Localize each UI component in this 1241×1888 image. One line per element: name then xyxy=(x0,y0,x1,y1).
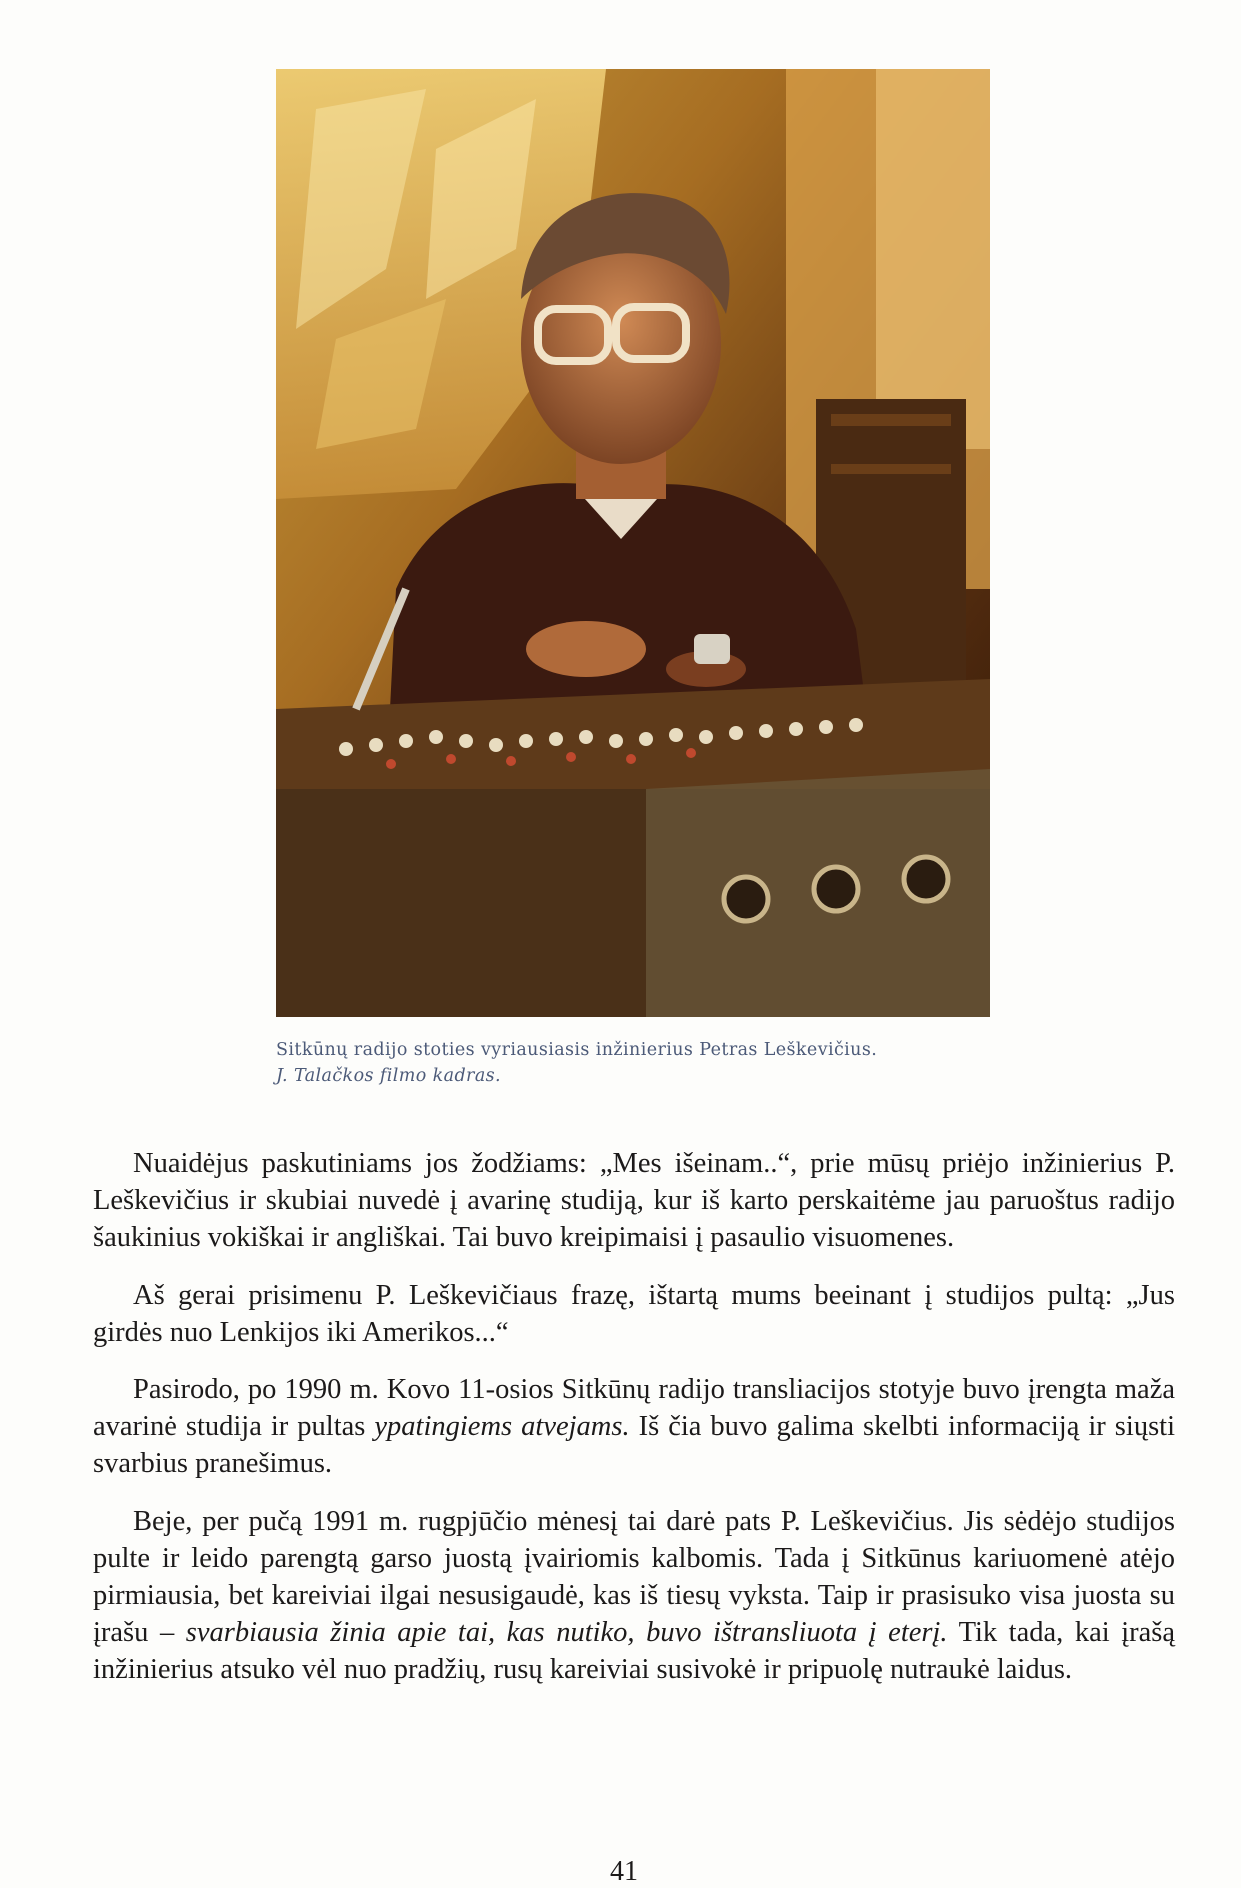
paragraph xyxy=(93,1503,1175,1689)
page-number: 41 xyxy=(610,1856,638,1887)
caption-line: Sitkūnų radijo stoties vyriausiasis inžinierius Petras Leškevičius. xyxy=(276,1040,878,1060)
paragraph-emphasis: svarbiausia žinia apie tai, kas nutiko, buvo ištransliuota į eterį. xyxy=(185,1617,948,1649)
paragraph xyxy=(93,1277,1175,1351)
engineer-at-console-photo xyxy=(276,69,990,1017)
paragraph-text: Pasirodo, po 1990 m. Kovo 11-osios Sitkūnų radijo transliacijos stotyje buvo įrengta maža avarinė studija ir pultas xyxy=(93,1374,1175,1443)
paragraph-text: Iš čia buvo galima skelbti informaciją ir siųsti svarbius pranešimus. xyxy=(93,1411,1175,1480)
paragraph xyxy=(93,1371,1175,1483)
paragraph-text: Nuaidėjus paskutiniams jos žodžiams: „Mes išeinam..“, prie mūsų priėjo inžinierius P. Leškevičius ir skubiai nuvedė į avarinę studiją, kur iš karto perskaitėme jau paruoštus radijo šaukinius vokiškai ir angliškai. Tai buvo kreipimaisi į pasaulio visuomenes. xyxy=(93,1148,1175,1254)
paragraph-text: Beje, per pučą 1991 m. rugpjūčio mėnesį tai darė pats P. Leškevičius. Jis sėdėjo studijos pulte ir leido parengtą garso juostą įvairiomis kalbomis. Tada į Sitkūnus kariuomenė atėjo pirmiausia, bet kareiviai ilgai nesusigaudė, kas iš tiesų vyksta. Taip ir prasisuko visa juosta su įrašu – xyxy=(93,1505,1175,1649)
paragraph-text: Aš gerai prisimenu P. Leškevičiaus frazę, ištartą mums beeinant į studijos pultą: „Jus girdės nuo Lenkijos iki Amerikos...“ xyxy=(93,1279,1175,1348)
paragraph-emphasis: ypatingiems atvejams. xyxy=(374,1411,630,1443)
photograph xyxy=(276,69,990,1017)
paragraph xyxy=(93,1145,1175,1257)
photo-caption xyxy=(276,1037,1056,1089)
caption-credit: J. Talačkos filmo kadras. xyxy=(276,1066,501,1086)
paragraph-text: Tik tada, kai įrašą inžinierius atsuko vėl nuo pradžių, rusų kareiviai susivokė ir pripuolę nutraukė laidus. xyxy=(93,1617,1175,1686)
article-body xyxy=(93,1145,1175,1709)
